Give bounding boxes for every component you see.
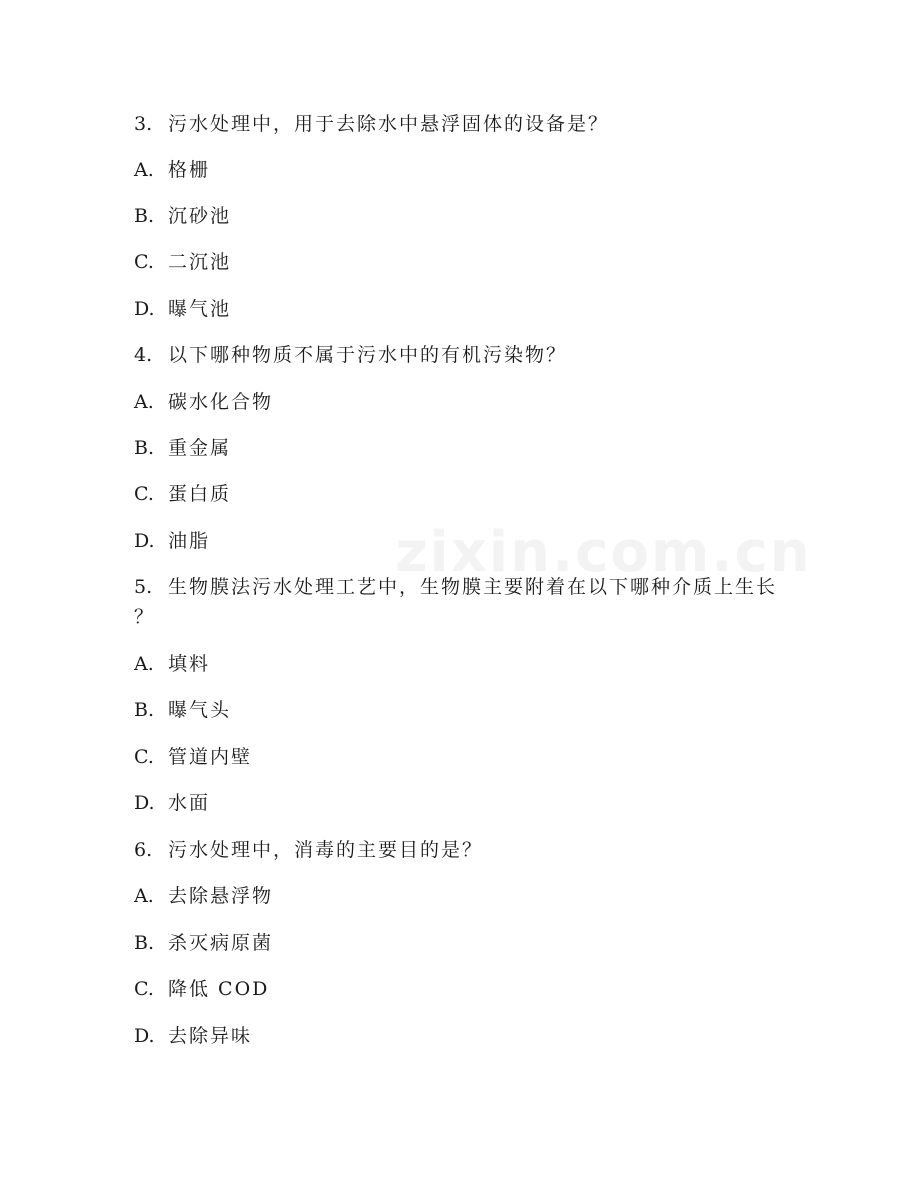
option-label: A. xyxy=(134,159,154,181)
question-6-option-c xyxy=(134,977,269,1001)
question-5-option-d xyxy=(134,791,210,815)
option-label: B. xyxy=(134,932,155,954)
question-5-option-a xyxy=(134,652,210,676)
question-5-stem-continuation xyxy=(134,605,155,629)
option-label: A. xyxy=(134,391,154,413)
question-4-option-a xyxy=(134,390,273,414)
question-3-option-d xyxy=(134,297,231,321)
question-4-option-c xyxy=(134,482,231,506)
option-label: D. xyxy=(134,792,155,814)
question-4-option-d xyxy=(134,529,210,553)
option-text: 管道内壁 xyxy=(168,746,253,768)
option-label: D. xyxy=(134,298,155,320)
option-text: 填料 xyxy=(168,653,211,675)
option-text: 蛋白质 xyxy=(168,483,232,505)
option-text: 二沉池 xyxy=(168,251,232,273)
question-6-option-d xyxy=(134,1024,252,1048)
option-text: 去除悬浮物 xyxy=(168,885,274,907)
question-3-stem xyxy=(134,112,609,136)
question-6-stem xyxy=(134,838,483,862)
option-label: B. xyxy=(134,437,155,459)
question-5-stem xyxy=(134,575,777,599)
option-label: D. xyxy=(134,1025,155,1047)
question-text: 污水处理中，消毒的主要目的是？ xyxy=(168,839,484,861)
question-text: 生物膜法污水处理工艺中，生物膜主要附着在以下哪种介质上生长 xyxy=(168,576,778,598)
option-label: B. xyxy=(134,699,155,721)
question-text: 污水处理中，用于去除水中悬浮固体的设备是？ xyxy=(168,113,610,135)
option-label: C. xyxy=(134,483,154,505)
option-label: B. xyxy=(134,205,155,227)
question-4-option-b xyxy=(134,436,231,460)
question-text-continuation: ？ xyxy=(134,606,156,628)
option-text: 重金属 xyxy=(168,437,232,459)
question-6-option-b xyxy=(134,931,273,955)
option-text: 杀灭病原菌 xyxy=(168,932,274,954)
question-4-stem xyxy=(134,343,567,367)
option-text: 去除异味 xyxy=(168,1025,253,1047)
question-number: 6. xyxy=(134,839,153,861)
question-number: 3. xyxy=(134,113,153,135)
option-label: D. xyxy=(134,530,155,552)
option-text: 水面 xyxy=(168,792,211,814)
option-text: 碳水化合物 xyxy=(168,391,274,413)
watermark: zixin.com.cn xyxy=(395,520,812,585)
option-text: 降低 COD xyxy=(168,978,270,1000)
option-text: 曝气头 xyxy=(168,699,232,721)
question-5-option-b xyxy=(134,698,231,722)
question-3-option-c xyxy=(134,250,231,274)
question-3-option-b xyxy=(134,204,231,228)
option-text: 格栅 xyxy=(168,159,211,181)
question-5-option-c xyxy=(134,745,252,769)
option-label: C. xyxy=(134,746,154,768)
option-text: 沉砂池 xyxy=(168,205,232,227)
question-3-option-a xyxy=(134,158,210,182)
option-label: C. xyxy=(134,251,154,273)
option-label: A. xyxy=(134,653,154,675)
question-6-option-a xyxy=(134,884,273,908)
option-text: 曝气池 xyxy=(168,298,232,320)
question-number: 4. xyxy=(134,344,153,366)
question-number: 5. xyxy=(134,576,153,598)
question-text: 以下哪种物质不属于污水中的有机污染物？ xyxy=(168,344,568,366)
option-label: C. xyxy=(134,978,154,1000)
option-label: A. xyxy=(134,885,154,907)
option-text: 油脂 xyxy=(168,530,211,552)
